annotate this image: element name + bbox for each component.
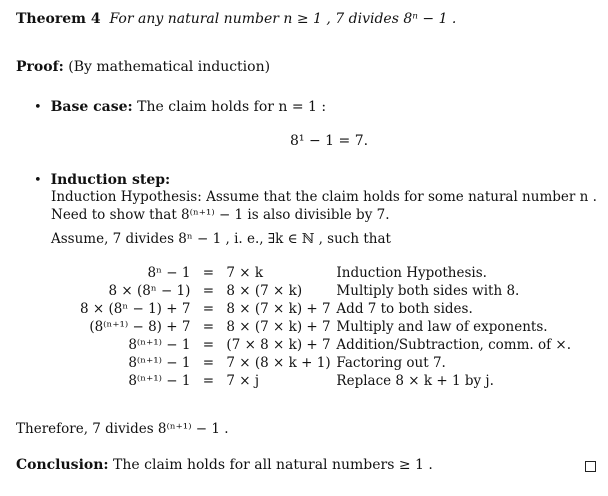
conclusion-line: [16, 457, 433, 473]
derivation-justification: Add 7 to both sides.: [336, 301, 473, 317]
derivation-table: [80, 264, 571, 390]
derivation-justification: Induction Hypothesis.: [336, 265, 487, 281]
derivation-relation: =: [202, 355, 215, 371]
theorem-statement: For any natural number n ≥ 1 , 7 divides 8ⁿ − 1 .: [109, 11, 457, 27]
derivation-row: [80, 318, 571, 336]
derivation-lhs: 8⁽ⁿ⁺¹⁾ − 1: [128, 373, 191, 389]
derivation-relation: =: [202, 337, 215, 353]
derivation-lhs: 8ⁿ − 1: [147, 265, 191, 281]
derivation-rhs: 8 × (7 × k) + 7: [226, 319, 331, 335]
derivation-justification: Multiply both sides with 8.: [336, 283, 520, 299]
derivation-row: [80, 282, 571, 300]
derivation-rhs: 8 × (7 × k) + 7: [226, 301, 331, 317]
derivation-row: [80, 300, 571, 318]
derivation-lhs: 8 × (8ⁿ − 1) + 7: [80, 301, 191, 317]
derivation-relation: =: [202, 283, 215, 299]
proof-heading: [16, 59, 270, 75]
derivation-relation: =: [202, 301, 215, 317]
derivation-justification: Replace 8 × k + 1 by j.: [336, 373, 494, 389]
derivation-row: [80, 264, 571, 282]
derivation-justification: Multiply and law of exponents.: [336, 319, 548, 335]
derivation-rhs: (7 × 8 × k) + 7: [226, 337, 331, 353]
conclusion-text: The claim holds for all natural numbers ≥ 1 .: [113, 457, 433, 473]
proof-method: (By mathematical induction): [68, 59, 271, 75]
base-case-label: Base case:: [50, 99, 133, 115]
theorem: [16, 11, 456, 27]
derivation-rhs: 7 × k: [226, 265, 264, 281]
assumption: Assume, 7 divides 8ⁿ − 1 , i. e., ∃k ∈ ℕ , such that: [51, 231, 391, 247]
theorem-label: Theorem 4: [16, 11, 101, 27]
derivation-justification: Factoring out 7.: [336, 355, 446, 371]
derivation-row: [80, 372, 571, 390]
proof-label: Proof:: [16, 59, 64, 75]
induction-step-heading: [34, 172, 170, 188]
derivation-row: [80, 354, 571, 372]
conclusion-label: Conclusion:: [16, 457, 109, 473]
derivation-lhs: 8⁽ⁿ⁺¹⁾ − 1: [128, 355, 191, 371]
base-case-line: [34, 99, 326, 115]
derivation-justification: Addition/Subtraction, comm. of ×.: [336, 337, 571, 353]
bullet-icon: •: [34, 173, 42, 188]
derivation-rhs: 8 × (7 × k): [226, 283, 303, 299]
derivation-row: [80, 336, 571, 354]
base-case-equation: 8¹ − 1 = 7.: [290, 133, 369, 149]
need-to-show: Need to show that 8⁽ⁿ⁺¹⁾ − 1 is also divisible by 7.: [51, 207, 390, 223]
derivation-lhs: 8⁽ⁿ⁺¹⁾ − 1: [128, 337, 191, 353]
therefore-line: Therefore, 7 divides 8⁽ⁿ⁺¹⁾ − 1 .: [16, 421, 229, 437]
base-case-text: The claim holds for n = 1 :: [137, 99, 327, 115]
derivation-rhs: 7 × j: [226, 373, 260, 389]
derivation-lhs: (8⁽ⁿ⁺¹⁾ − 8) + 7: [89, 319, 191, 335]
derivation-relation: =: [202, 373, 215, 389]
derivation-rhs: 7 × (8 × k + 1): [226, 355, 331, 371]
induction-hypothesis: Induction Hypothesis: Assume that the claim holds for some natural number n .: [51, 189, 597, 205]
derivation-lhs: 8 × (8ⁿ − 1): [108, 283, 191, 299]
bullet-icon: •: [34, 100, 42, 115]
derivation-relation: =: [202, 319, 215, 335]
derivation-relation: =: [202, 265, 215, 281]
induction-step-label: Induction step:: [50, 172, 171, 188]
qed-icon: [585, 461, 596, 472]
